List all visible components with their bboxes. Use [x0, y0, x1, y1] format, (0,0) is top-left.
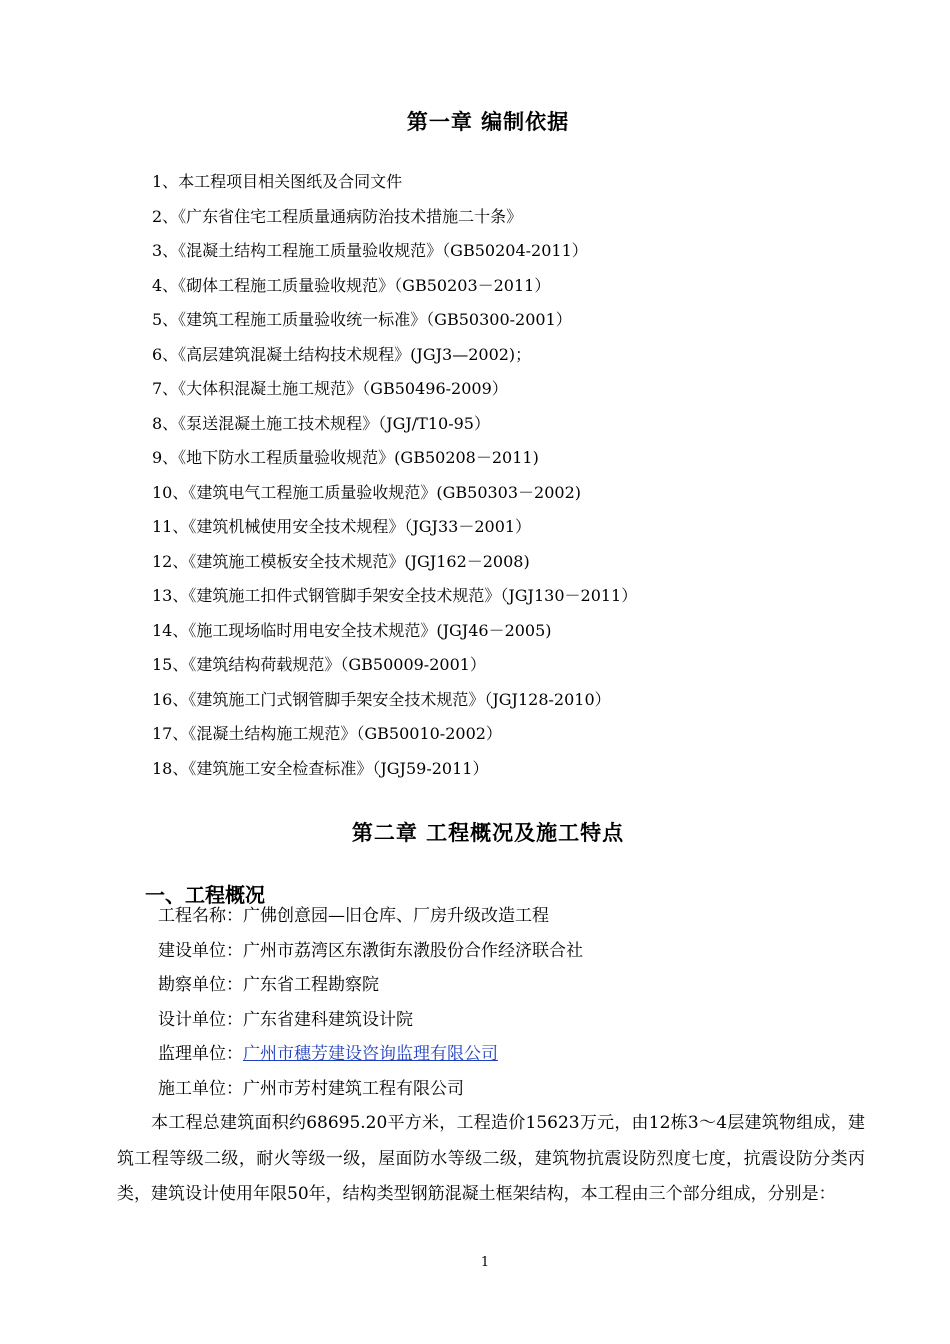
- info-row-survey: [158, 972, 583, 1007]
- reference-item: 2、《广东省住宅工程质量通病防治技术措施二十条》: [152, 206, 523, 226]
- reference-item: 10、《建筑电气工程施工质量验收规范》(GB50303－2002): [152, 482, 582, 502]
- reference-item: 16、《建筑施工门式钢管脚手架安全技术规范》（JGJ128-2010）: [152, 689, 611, 709]
- reference-item: 14、《施工现场临时用电安全技术规范》(JGJ46－2005): [152, 620, 552, 640]
- contractor-value: 广州市芳村建筑工程有限公司: [243, 1078, 464, 1099]
- overview-paragraph: 本工程总建筑面积约68695.20平方米，工程造价15623万元，由12栋3～4层建筑物组成，建筑工程等级二级，耐火等级一级，屋面防水等级二级，建筑物抗震设防烈度七度，抗震设防分类丙类，建筑设计使用年限50年，结构类型钢筋混凝土框架结构，本工程由三个部分组成，分别是：: [117, 1113, 865, 1204]
- design-value: 广东省建科建筑设计院: [243, 1009, 413, 1030]
- reference-item: 8、《泵送混凝土施工技术规程》（JGJ/T10-95）: [152, 413, 490, 433]
- reference-item: 12、《建筑施工模板安全技术规范》(JGJ162－2008): [152, 551, 530, 571]
- reference-list: [152, 170, 637, 791]
- reference-item: 13、《建筑施工扣件式钢管脚手架安全技术规范》（JGJ130－2011）: [152, 586, 638, 605]
- page-number: 1: [480, 1255, 490, 1270]
- reference-item: 17、《混凝土结构施工规范》（GB50010-2002）: [152, 724, 502, 743]
- supervision-link[interactable]: 广州市穗芳建设咨询监理有限公司: [243, 1044, 498, 1064]
- reference-item: 15、《建筑结构荷载规范》（GB50009-2001）: [152, 655, 486, 674]
- info-row-project-name: [158, 903, 583, 938]
- info-row-owner: [158, 938, 583, 973]
- info-label: 勘察单位：: [158, 975, 243, 995]
- info-label: 设计单位：: [158, 1009, 243, 1030]
- survey-value: 广东省工程勘察院: [243, 975, 379, 995]
- project-name-value: 广佛创意园—旧仓库、厂房升级改造工程: [243, 906, 549, 926]
- reference-item: 4、《砌体工程施工质量验收规范》（GB50203－2011）: [152, 275, 551, 295]
- reference-item: 9、《地下防水工程质量验收规范》(GB50208－2011): [152, 448, 539, 467]
- section-heading-overview: 一、工程概况: [145, 883, 265, 907]
- chapter-2-title: 第二章 工程概况及施工特点: [351, 821, 625, 845]
- info-row-design: [158, 1007, 583, 1042]
- info-label: 监理单位：: [158, 1044, 243, 1064]
- reference-item: 7、《大体积混凝土施工规范》（GB50496-2009）: [152, 379, 508, 398]
- info-row-supervision: [158, 1041, 583, 1076]
- reference-item: 11、《建筑机械使用安全技术规程》（JGJ33－2001）: [152, 517, 532, 536]
- info-row-contractor: [158, 1076, 583, 1111]
- info-label: 施工单位：: [158, 1078, 243, 1099]
- reference-item: 5、《建筑工程施工质量验收统一标准》（GB50300-2001）: [152, 310, 572, 329]
- chapter-1-title: 第一章 编制依据: [406, 110, 570, 134]
- info-label: 工程名称：: [158, 906, 243, 926]
- project-info-list: [158, 903, 583, 1110]
- info-label: 建设单位：: [158, 940, 243, 961]
- owner-value: 广州市荔湾区东漖街东漖股份合作经济联合社: [243, 940, 583, 961]
- reference-item: 1、本工程项目相关图纸及合同文件: [152, 172, 403, 191]
- reference-item: 18、《建筑施工安全检查标准》（JGJ59-2011）: [152, 758, 489, 778]
- reference-item: 6、《高层建筑混凝土结构技术规程》(JGJ3—2002)；: [152, 344, 532, 364]
- reference-item: 3、《混凝土结构工程施工质量验收规范》（GB50204-2011）: [152, 241, 588, 260]
